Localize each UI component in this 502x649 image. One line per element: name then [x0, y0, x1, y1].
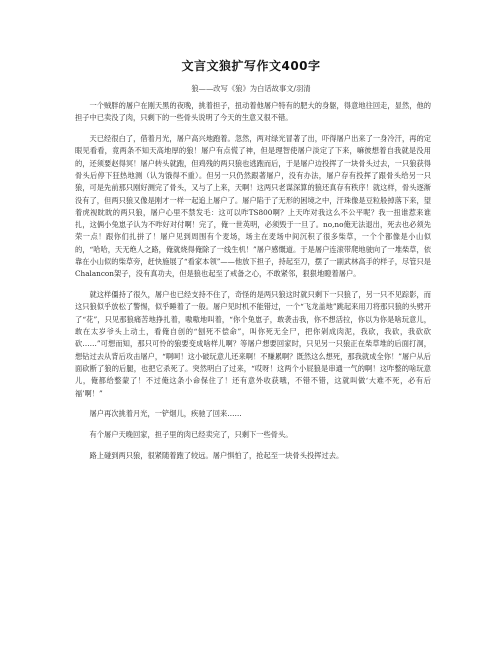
paragraph: 就这样僵持了很久，屠户也已经支持不住了，奇怪的是两只狼这时就只剩下一只狼了，另一只不见踪影，而这只狼似乎放松了警惕，似乎睡着了一般。屠户见时机不能错过，一个“飞龙盖地”跳起来用刀将那只狼的头劈开了“花”，只见那狼痛苦地挣扎着，嗷嗷地叫着，“你个兔崽子，敢袭击我，你不想活拉，你以为你是啥玩意儿，敢在太岁爷头上动土，看俺自创的“刨死不偿命”，叫你死无全尸，把你剁成肉泥，我砍，我砍，我砍砍砍……”可想而知，那只可怜的狼要变成啥样儿啊？等屠户想要回家时，只见另一只狼正在柴草堆的后面打洞，想钻过去从背后攻击屠户，“啊呵！这小破玩意儿还来啊！不赚累啊？既然这么想死，那我就成全你！”屠户从后面砍断了狼的后腿，也把它杀死了。突然明白了过来，“哎呀！这两个小屁狼是串通一气的啊！这咋整的啥玩意儿，俺都给整蒙了！不过俺这条小命保住了！还有意外收获哦，不错不错，这就叫做‘大难不死，必有后福’啊！” — [75, 290, 431, 398]
paragraph: 屠户再次挑着月光，一铲烟儿，疾驰了回来…… — [89, 409, 242, 419]
document-title: 文言文狼扩写作文400字 — [181, 59, 321, 73]
paragraph: 有个屠户天晚回家，担子里的肉已经卖完了，只剩下一些骨头。 — [89, 430, 293, 440]
paragraph: 天已经很白了，借着月光，屠户高兴地跑着。忽然，两对绿光冒著了出，吓得屠户出来了一身冷汗，再的定眼见看看，竟两条不知天高地厚的狼！屠户有点慌了神，但是理智使屠户淡定了下来，嘛彼想着自我就是没用的，还须要赵得冥！屠户转头就跑，但鸡残的两只狼也逃跑而后，于是屠户边投挥了一块骨头过去，一只狼获得骨头后停下狂热地测（认为饿得不重）。但另一只仍然跟著屠户，没有办法，屠户存有投挥了跟骨头给另一只狼，可是先前那只刚好测完了骨头，又与了上来，天啊！这两只老谋深算的狼还真存有秩序！就这样，骨头逐渐没有了，但两只狼又像是刚才一样一起追上屠户了。屠户陷于了无形的困境之中，汗珠像是豆粒般掉落下来，望着虎视眈眈的两只狼，屠户心里不禁发毛：这可以咋TS800啊？上天咋对我这么不公平呢？我一扭谁惹来谁扎，这俩小兔崽子认为不咋好对付啊！完了，俺一世英明，必须毁于一旦了。no,no俺无法退出，死去也必须先荣一点！跟你们扎拼了！屠户见到周围有个麦场，场主在麦场中间沉积了很多柴草，一个个都像是小山似的，“哈哈，天无绝人之路，俺就烧得俺除了一线生机！”屠户感慨道。于是屠户连滚带爬地驶向了一堆柴草，依靠在小山似的柴草旁，赶快施展了“看家本领”——他放下担子，持起至刀，摆了一副武林高手的样子，尽管只是Chalancon架子，没有真功夫，但是狼也起至了戒备之心，不敢紧邻，狠狠地瞪着屠户。 — [75, 134, 431, 279]
paragraph: 路上碰到两只狼，很紧随着跑了较远。屠户惧怕了，抢起至一块骨头投挥过去。 — [89, 450, 344, 460]
document-body — [75, 100, 431, 471]
document-subtitle: 狼——改写《狼》为白话故事文/羽清 — [191, 84, 311, 93]
paragraph: 一个贼胖的屠户在刚天黑的夜晚，挑着担子，扭动着他屠户特有的肥大的身躯，得意地往回走，显然，他的担子中已卖没了肉，只剩下的一些骨头说明了今天的生意又很不错。 — [75, 101, 431, 123]
